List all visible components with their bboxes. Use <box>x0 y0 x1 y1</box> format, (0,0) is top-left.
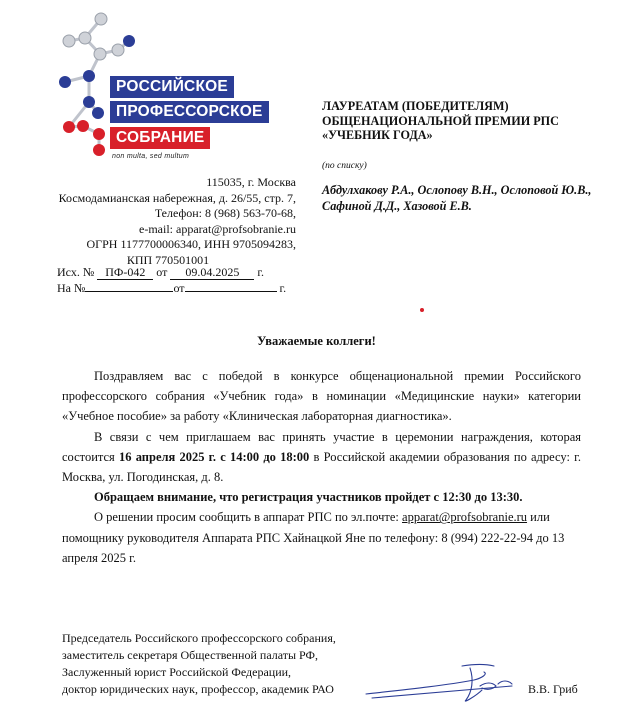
sender-line: e-mail: apparat@profsobranie.ru <box>139 221 296 236</box>
signatory-title-line: Заслуженный юрист Российской Федерации, <box>62 665 292 679</box>
red-mark <box>420 308 424 312</box>
handwritten-signature <box>362 660 522 708</box>
sender-line: Телефон: 8 (968) 563-70-68, <box>154 206 296 221</box>
sender-line: Космодамианская набережная, д. 26/55, стр. 7, <box>58 190 296 205</box>
paragraph-reply <box>62 507 581 568</box>
outgoing-date: 09.04.2025 <box>170 266 254 280</box>
outgoing-label: Исх. № <box>57 265 95 279</box>
sender-line: 115035, г. Москва <box>206 175 296 189</box>
organization-logo <box>55 10 263 170</box>
reply-contact: или помощнику руководителя Аппарата РПС Хайнацкой Яне по телефону: 8 (994) 222-22-94 до 13 апреля 2025 г. <box>62 510 565 565</box>
outgoing-number: ПФ-042 <box>97 266 153 280</box>
signatory-title-line: заместитель секретаря Общественной палаты РФ, <box>62 648 319 662</box>
paragraph-registration <box>62 487 581 507</box>
signatory-title-line: Председатель Российского профессорского собрания, <box>62 631 336 645</box>
signatory-name: В.В. Гриб <box>528 682 578 696</box>
addressee-title: ЛАУРЕАТАМ (ПОБЕДИТЕЛЯМ) ОБЩЕНАЦИОНАЛЬНОЙ ПРЕМИИ РПС «УЧЕБНИК ГОДА» <box>322 99 559 142</box>
email-link[interactable]: apparat@profsobranie.ru <box>402 510 528 525</box>
paragraph-congratulations: Поздравляем вас с победой в конкурсе общенациональной премии Российского профессорского собрания «Учебник года» в номинации «Медицинские науки» категории «Учебное пособие» за работу «Клиническая лабораторная диагностика». <box>62 369 581 424</box>
logo-motto: non multa, sed multum <box>112 153 190 160</box>
incoming-label: На № <box>57 281 86 295</box>
sender-line: ОГРН 1177700006340, ИНН 9705094283, <box>86 237 296 252</box>
logo-line-3: СОБРАНИЕ <box>110 127 210 149</box>
sender-line: КПП 770501001 <box>126 252 210 267</box>
invitation-text: В связи с чем приглашаем вас принять участие в церемонии награждения, которая состоится <box>62 429 581 464</box>
invitation-address: в Российской академии образования по адресу: г. Москва, ул. Погодинская, д. 8. <box>62 449 582 485</box>
sender-details <box>40 175 296 269</box>
incoming-from-label: от <box>173 281 185 295</box>
signatory-titles <box>62 630 336 698</box>
registration-notice: Обращаем внимание, что регистрация участников пройдет с 12:30 до 13:30. <box>94 490 523 505</box>
reference-numbers <box>57 264 286 296</box>
logo-line-2: ПРОФЕССОРСКОЕ <box>110 101 269 123</box>
incoming-year-suffix: г. <box>279 281 287 295</box>
addressee-names: Абдулхакову Р.А., Ослопову В.Н., Ослоповой Ю.В., Сафиной Д.Д., Хазовой Е.В. <box>322 183 592 213</box>
letter-body <box>62 366 581 568</box>
incoming-date <box>185 291 277 292</box>
logo-line-1: РОССИЙСКОЕ <box>110 76 234 98</box>
paragraph-invitation <box>62 427 581 488</box>
reply-text: О решении просим сообщить в аппарат РПС по эл.почте: <box>94 510 403 525</box>
outgoing-from-label: от <box>156 265 168 279</box>
greeting: Уважаемые коллеги! <box>257 334 376 348</box>
incoming-number <box>85 291 173 292</box>
signatory-title-line: доктор юридических наук, профессор, академик РАО <box>62 682 334 696</box>
addressee-by-list: (по списку) <box>322 161 367 171</box>
event-datetime: 16 апреля 2025 г. с 14:00 до 18:00 <box>119 449 310 464</box>
outgoing-year-suffix: г. <box>257 265 264 279</box>
